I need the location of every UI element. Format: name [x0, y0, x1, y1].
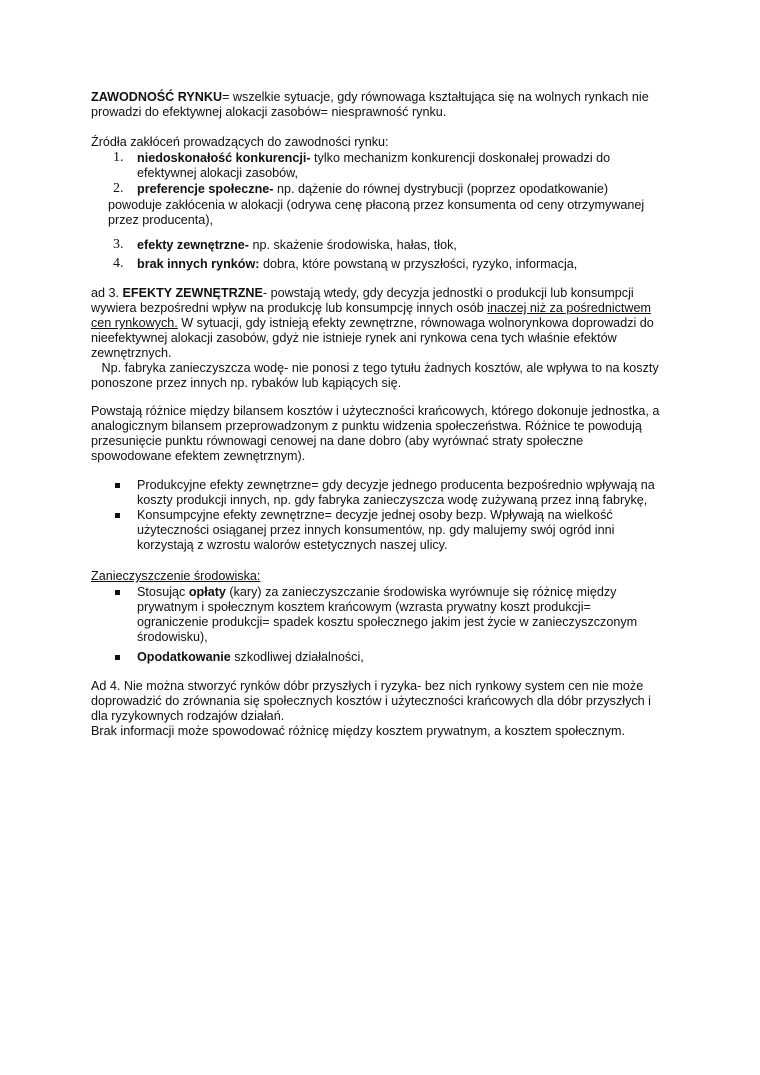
pollution-text: szkodliwej działalności, — [230, 650, 364, 664]
effect-text: koszty produkcji innych, np. gdy fabryka zanieczyszcza wodę zużywaną przez inną fabrykę, — [137, 493, 648, 507]
list-item-term: brak innych rynków: — [137, 257, 260, 271]
pollution-term: Opodatkowanie — [137, 650, 231, 664]
ad3-paragraph — [91, 286, 681, 391]
list-item — [137, 585, 677, 645]
list-number: 2. — [113, 181, 124, 196]
bullet-icon — [115, 513, 120, 518]
list-item-term: efekty zewnętrzne- — [137, 238, 249, 252]
ad4-text: Brak informacji może spowodować różnicę między kosztem prywatnym, a kosztem społecznym. — [91, 724, 626, 738]
bullet-icon — [115, 655, 120, 660]
pollution-text: ograniczenie produkcji= spadek kosztu społecznego jakim jest życie w zanieczyszczonym — [137, 615, 638, 629]
bullet-icon — [115, 590, 120, 595]
list-item — [137, 257, 677, 272]
ad4-text: dla ryzykownych rodzajów działań. — [91, 709, 285, 723]
effect-text: użyteczności osiąganej przez innych konsumentów, np. gdy malujemy swój ogród inni — [137, 523, 615, 537]
list-item — [137, 478, 677, 508]
intro-text-line2: prowadzi do efektywnej alokacji zasobów= niesprawność rynku. — [91, 105, 447, 119]
list-item — [137, 182, 677, 197]
pollution-text: (kary) za zanieczyszczanie środowiska wyrównuje się różnicę między — [225, 585, 617, 599]
pollution-text: prywatnym i społecznym kosztem krańcowym (wzrasta prywatny koszt produkcji= — [137, 600, 591, 614]
list-item-text: np. skażenie środowiska, hałas, tłok, — [248, 238, 457, 252]
intro-text-line1: = wszelkie sytuacje, gdy równowaga kształtująca się na wolnych rynkach nie — [222, 90, 649, 104]
list-item-text: np. dążenie do równej dystrybucji (poprzez opodatkowanie) — [273, 182, 609, 196]
list-item-text: przez producenta), — [108, 213, 214, 227]
ad3-underlined: cen rynkowych. — [91, 316, 178, 330]
pollution-text: Stosując — [137, 585, 189, 599]
ad4-text: doprowadzić do zrównania się społecznych kosztów i użyteczności krańcowych dla dóbr przyszłych i — [91, 694, 651, 708]
list-item-term: preferencje społeczne- — [137, 182, 274, 196]
list-number: 1. — [113, 150, 124, 165]
ad3-underlined: inaczej niż za pośrednictwem — [487, 301, 652, 315]
list-item-text: powoduje zakłócenia w alokacji (odrywa cenę płaconą przez konsumenta od ceny otrzymywanej — [108, 198, 645, 212]
intro-paragraph — [91, 90, 681, 120]
ad3-text: - powstają wtedy, gdy decyzja jednostki o produkcji lub konsumpcji — [262, 286, 634, 300]
list-item-term: niedoskonałość konkurencji- — [137, 151, 311, 165]
ad3-text: wywiera bezpośredni wpływ na produkcję lub konsumpcję innych osób — [91, 301, 488, 315]
ad3-example: Np. fabryka zanieczyszcza wodę- nie ponosi z tego tytułu żadnych kosztów, ale wpływa to na koszty — [91, 361, 659, 375]
list-item-text: dobra, które powstaną w przyszłości, ryzyko, informacja, — [259, 257, 578, 271]
ad3-prefix: ad 3. — [91, 286, 123, 300]
effect-text: Konsumpcyjne efekty zewnętrzne= decyzje jednej osoby bezp. Wpływają na wielkość — [137, 508, 613, 522]
sources-heading: Źródła zakłóceń prowadzących do zawodności rynku: — [91, 135, 389, 149]
list-item — [137, 238, 677, 253]
effect-text: Produkcyjne efekty zewnętrzne= gdy decyzje jednego producenta bezpośrednio wpływają na — [137, 478, 655, 492]
list-item — [137, 650, 677, 665]
differences-text: przesunięcie punktu równowagi cenowej na dane dobro (aby wyrównać straty społeczne — [91, 434, 584, 448]
ad3-term: EFEKTY ZEWNĘTRZNE — [122, 286, 263, 300]
list-item-text: tylko mechanizm konkurencji doskonałej prowadzi do — [310, 151, 611, 165]
effect-text: korzystają z wzrostu walorów estetycznych naszej ulicy. — [137, 538, 448, 552]
differences-text: spowodowane efektem zewnętrznym). — [91, 449, 306, 463]
bullet-icon — [115, 483, 120, 488]
pollution-term: opłaty — [188, 585, 226, 599]
ad4-text: Ad 4. Nie można stworzyć rynków dóbr przyszłych i ryzyka- bez nich rynkowy system cen nie może — [91, 679, 644, 693]
pollution-heading: Zanieczyszczenie środowiska: — [91, 569, 261, 583]
list-number: 3. — [113, 237, 124, 252]
list-item-continuation — [108, 198, 683, 228]
list-number: 4. — [113, 256, 124, 271]
list-item — [137, 151, 677, 181]
list-item-text: efektywnej alokacji zasobów, — [137, 166, 299, 180]
ad4-paragraph — [91, 679, 681, 739]
list-item — [137, 508, 677, 553]
ad3-text: W sytuacji, gdy istnieją efekty zewnętrzne, równowaga wolnorynkowa doprowadzi do — [177, 316, 654, 330]
differences-paragraph — [91, 404, 681, 464]
differences-text: Powstają różnice między bilansem kosztów i użyteczności krańcowych, którego dokonuje jednostka, a — [91, 404, 660, 418]
ad3-text: nieefektywnej alokacji zasobów, gdyż nie istnieje rynek ani rynkowa cena tych właśnie efektów — [91, 331, 617, 345]
ad3-text: zewnętrznych. — [91, 346, 172, 360]
ad3-example: ponoszone przez innych np. rybaków lub kąpiących się. — [91, 376, 402, 390]
intro-term: ZAWODNOŚĆ RYNKU — [91, 90, 223, 104]
differences-text: analogicznym bilansem przeprowadzonym z punktu widzenia społeczeństwa. Różnice te powodują — [91, 419, 642, 433]
pollution-text: środowisku), — [137, 630, 208, 644]
